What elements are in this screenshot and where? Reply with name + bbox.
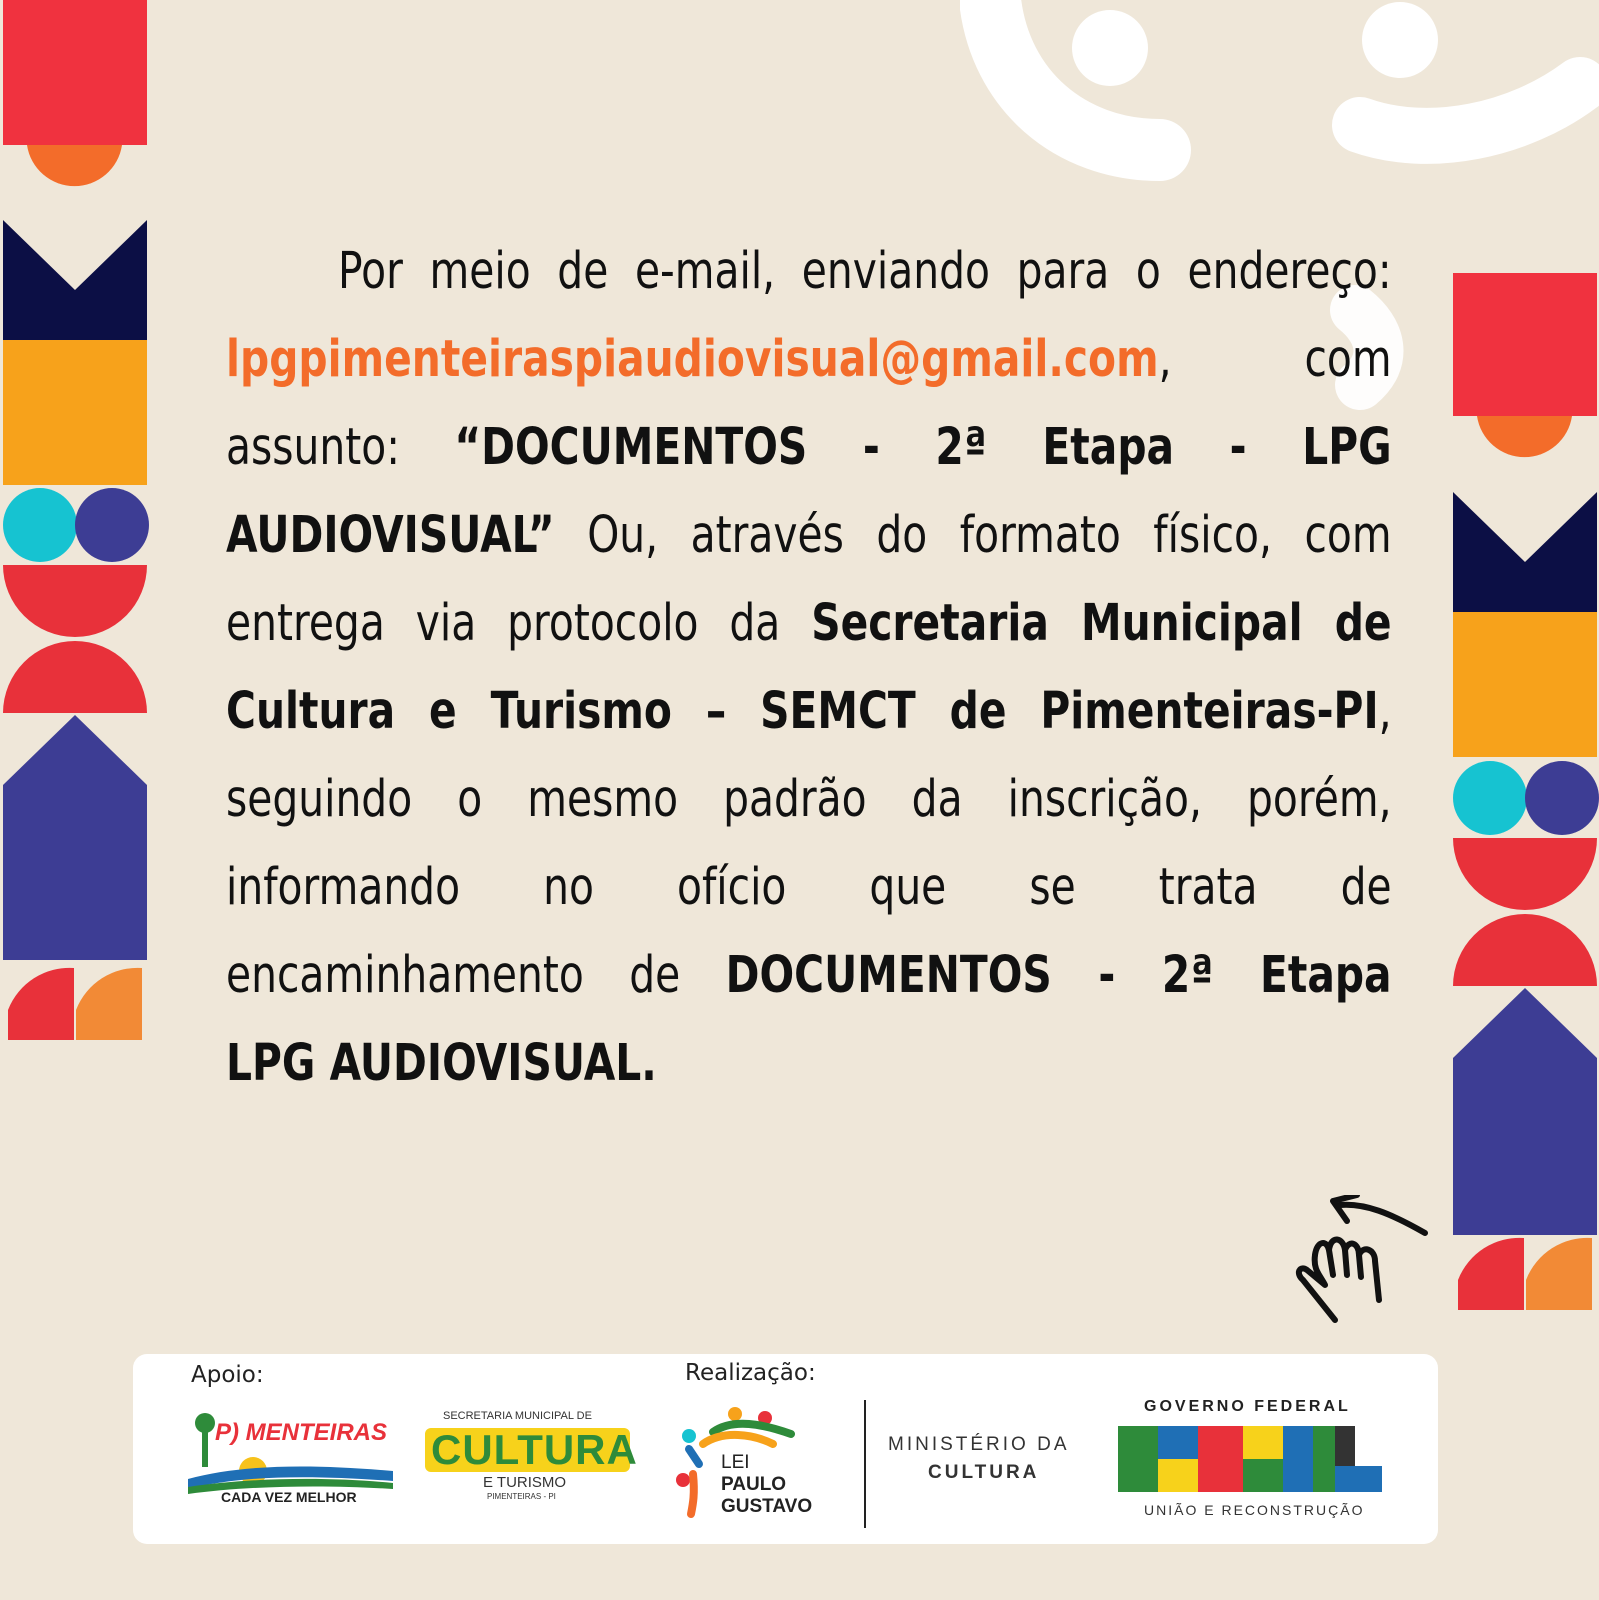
cultura-word: CULTURA xyxy=(431,1426,638,1473)
subject-value: “DOCUMENTOS - 2ª Etapa - LPG xyxy=(454,418,1392,477)
body-line-10 xyxy=(226,1020,1392,1108)
footer-logos-panel xyxy=(133,1354,1438,1544)
lpg-paulo-text: PAULO xyxy=(721,1474,787,1495)
cultura-logo xyxy=(425,1410,638,1510)
secretaria-name-end: Cultura e Turismo – SEMCT de Pimenteiras-PI xyxy=(226,682,1379,741)
apoio-label: Apoio: xyxy=(191,1362,264,1388)
right-decorative-column xyxy=(1450,270,1599,1320)
cultura-top-text: SECRETARIA MUNICIPAL DE xyxy=(443,1410,592,1422)
body-line-8: informando no ofício que se trata de xyxy=(226,858,1392,917)
body-line-6-comma: , xyxy=(1378,682,1392,741)
ministerio-line-1: MINISTÉRIO DA xyxy=(888,1434,1070,1455)
body-line-7: seguindo o mesmo padrão da inscrição, porém, xyxy=(226,770,1392,829)
cultura-sub-text: E TURISMO xyxy=(483,1474,567,1491)
brasil-wordmark-icon xyxy=(1118,1426,1382,1492)
lpg-gustavo-text: GUSTAVO xyxy=(721,1496,813,1517)
body-line-5-start: entrega via protocolo da xyxy=(226,594,812,653)
body-line-5 xyxy=(226,580,1392,668)
email-link[interactable]: lpgpimenteiraspiaudiovisual@gmail.com xyxy=(226,330,1159,389)
realizacao-label: Realização: xyxy=(685,1360,816,1386)
body-line-2-rest: , com xyxy=(1158,330,1392,389)
gov-top-text: GOVERNO FEDERAL xyxy=(1144,1398,1351,1415)
pimenteiras-slogan: CADA VEZ MELHOR xyxy=(221,1489,357,1505)
lpg-lei-text: LEI xyxy=(721,1452,750,1473)
pimenteiras-name: P) MENTEIRAS xyxy=(215,1419,388,1446)
documents-title: DOCUMENTOS - 2ª Etapa xyxy=(725,946,1392,1005)
body-line-3 xyxy=(226,404,1392,492)
subject-value-end: AUDIOVISUAL” xyxy=(226,506,555,565)
gov-word xyxy=(1138,1398,1142,1399)
subject-label: assunto: xyxy=(226,418,455,477)
documents-title-end: LPG AUDIOVISUAL. xyxy=(226,1034,657,1093)
body-line-6 xyxy=(226,668,1392,756)
ministerio-line-2: CULTURA xyxy=(928,1462,1040,1483)
body-line-4-rest: Ou, através do formato físico, com xyxy=(554,506,1392,565)
main-text-block xyxy=(226,228,1392,1108)
hand-pointer-icon xyxy=(1295,1195,1435,1335)
footer-divider xyxy=(864,1400,866,1528)
governo-federal-logo xyxy=(1118,1398,1388,1528)
body-line-1: Por meio de e-mail, enviando para o endereço: xyxy=(338,242,1392,301)
body-line-9-start: encaminhamento de xyxy=(226,946,726,1005)
body-line-4 xyxy=(226,492,1392,580)
body-line-2 xyxy=(226,316,1392,404)
pimenteiras-logo xyxy=(183,1409,398,1509)
body-line-9 xyxy=(226,932,1392,1020)
lei-paulo-gustavo-logo xyxy=(673,1404,843,1524)
secretaria-name: Secretaria Municipal de xyxy=(811,594,1392,653)
cultura-city-text: PIMENTEIRAS - PI xyxy=(487,1492,556,1501)
gov-bottom-text: UNIÃO E RECONSTRUÇÃO xyxy=(1144,1502,1365,1518)
left-decorative-column xyxy=(0,0,150,1050)
